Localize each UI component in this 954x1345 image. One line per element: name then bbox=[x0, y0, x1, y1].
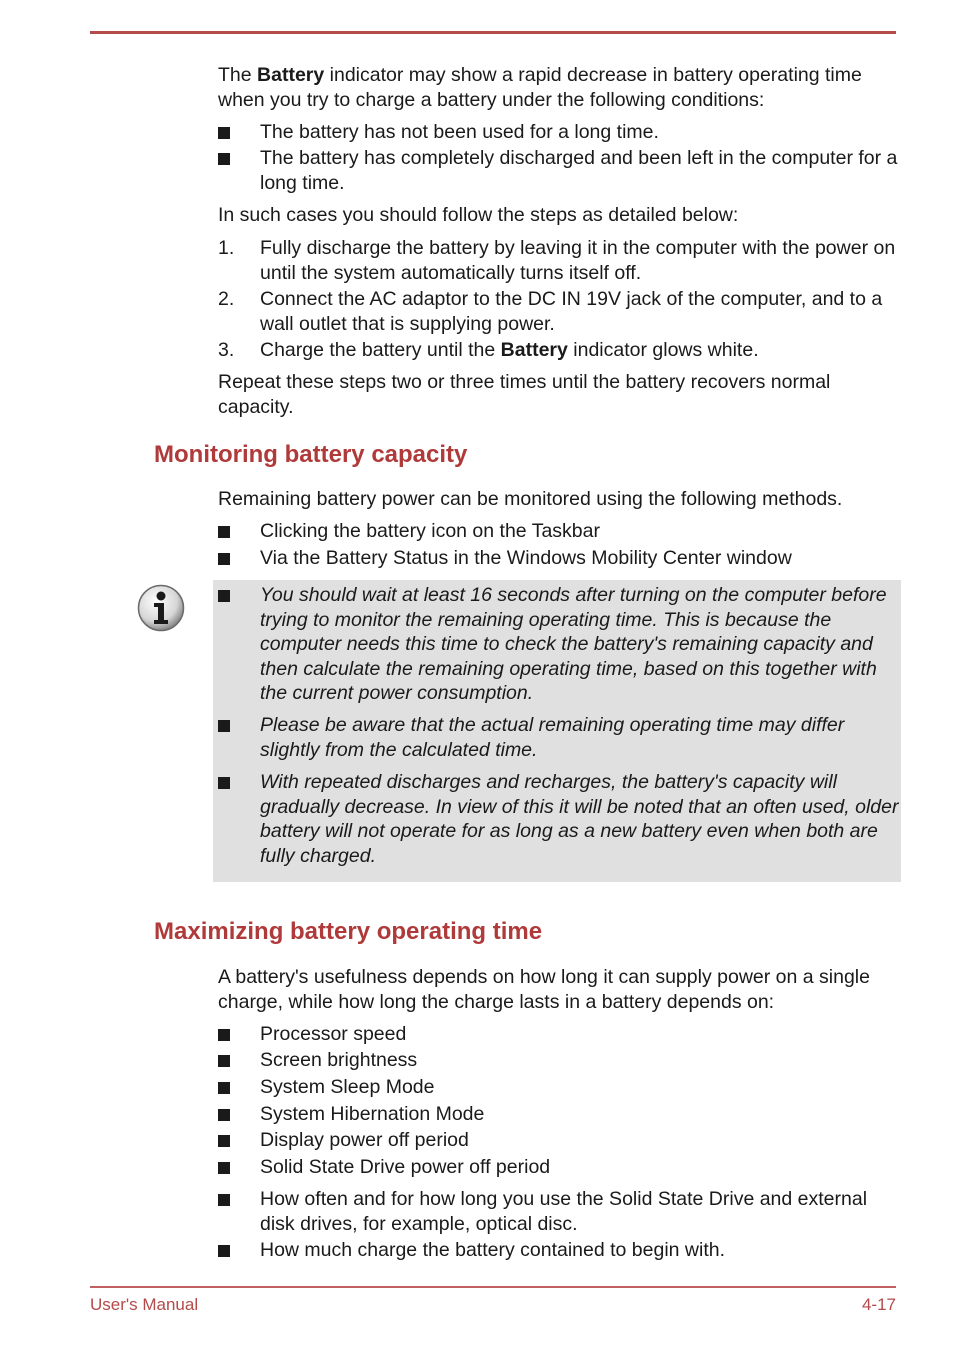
bullet-square-icon bbox=[218, 127, 230, 139]
intro-paragraph: The Battery indicator may show a rapid decrease in battery operating time when you try to charge a battery under the following conditions: bbox=[218, 64, 862, 111]
section-heading-maximizing: Maximizing battery operating time bbox=[154, 918, 543, 945]
footer-manual-title: User's Manual bbox=[90, 1295, 199, 1314]
bullet-square-icon bbox=[218, 153, 230, 165]
bullet-square-icon bbox=[218, 777, 230, 789]
bullet-square-icon bbox=[218, 1055, 230, 1067]
bullet-square-icon bbox=[218, 553, 230, 565]
footer-rule bbox=[90, 1286, 896, 1288]
bullet-square-icon bbox=[218, 1245, 230, 1257]
maximizing-paragraph: A battery's usefulness depends on how long it can supply power on a single charge, while how long the charge lasts in a battery depends on: bbox=[218, 966, 870, 1013]
bullet-square-icon bbox=[218, 1029, 230, 1041]
monitoring-paragraph: Remaining battery power can be monitored using the following methods. bbox=[218, 488, 843, 510]
note-box: You should wait at least 16 seconds after turning on the computer before trying to monitor the remaining operating time. This is because the computer needs this time to check the battery's remaining capacity and then calculate the remaining operating time, based on this together with the current power consumption. Please be aware that the actual remaining operating time may differ slightly from the calculated time. With repeated discharges and recharges, the battery's capacity will gradually decrease. In view of this it will be noted that an often used, older battery will not operate for as long as a new battery even when both are fully charged. bbox=[213, 580, 901, 882]
intro-paragraph-2: In such cases you should follow the steps as detailed below: bbox=[218, 204, 739, 226]
bullet-square-icon bbox=[218, 1135, 230, 1147]
bullet-square-icon bbox=[218, 1194, 230, 1206]
bullet-square-icon bbox=[218, 1082, 230, 1094]
bullet-square-icon bbox=[218, 720, 230, 732]
bullet-square-icon bbox=[218, 1162, 230, 1174]
bullet-square-icon bbox=[218, 1109, 230, 1121]
section-heading-monitoring: Monitoring battery capacity bbox=[154, 441, 468, 468]
info-icon bbox=[137, 584, 185, 632]
intro-paragraph-3: Repeat these steps two or three times until the battery recovers normal capacity. bbox=[218, 371, 831, 418]
bullet-square-icon bbox=[218, 526, 230, 538]
page-number: 4-17 bbox=[861, 1295, 896, 1314]
header-rule bbox=[90, 31, 896, 34]
bullet-square-icon bbox=[218, 590, 230, 602]
